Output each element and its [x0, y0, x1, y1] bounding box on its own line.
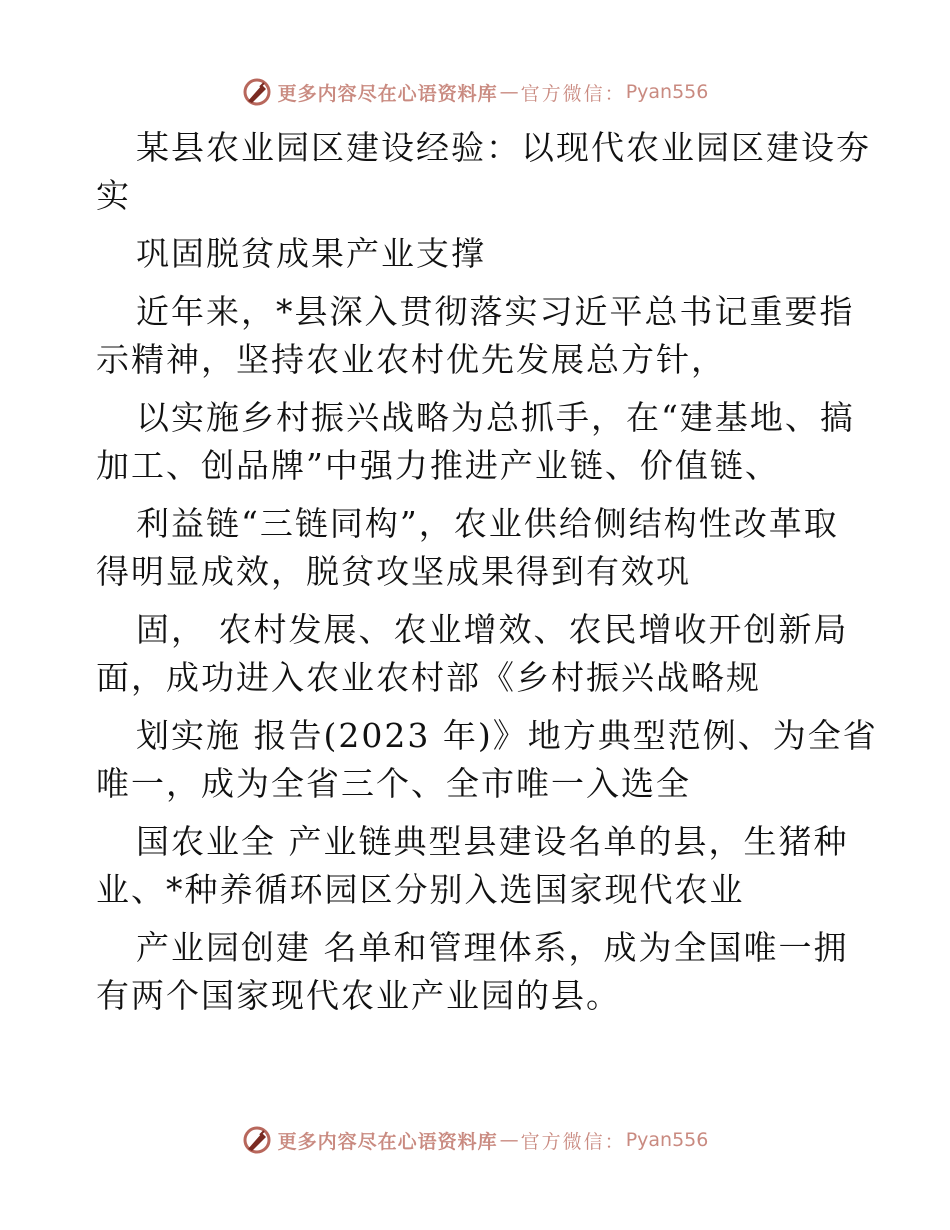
watermark-label: 官方微信： — [520, 82, 626, 105]
watermark-wechat-id: Pyan556 — [625, 81, 709, 103]
paragraph-line: 以实施乡村振兴战略为总抓手，在“建基地、搞 — [136, 398, 855, 437]
paragraph-line: 面，成功进入农业农村部《乡村振兴战略规 — [96, 658, 761, 697]
quill-logo-icon — [242, 1125, 272, 1155]
watermark-main-text: 更多内容尽在心语资料库 — [277, 82, 498, 105]
title-line-2: 实 — [96, 176, 131, 215]
paragraph-line: 利益链“三链同构”，农业供给侧结构性改革取 — [136, 504, 839, 543]
paragraph-line: 划实施 报告(2023 年)》地方典型范例、为全省 — [136, 716, 878, 755]
subtitle-line: 巩固脱贫成果产业支撑 — [136, 234, 486, 273]
paragraph-line: 唯一，成为全省三个、全市唯一入选全 — [96, 764, 691, 803]
paragraph-line: 加工、创品牌”中强力推进产业链、价值链、 — [96, 446, 780, 485]
paragraph-line: 近年来，*县深入贯彻落实习近平总书记重要指 — [136, 292, 855, 331]
watermark-wechat-id: Pyan556 — [625, 1129, 709, 1151]
watermark-header — [0, 72, 950, 112]
document-body — [96, 124, 896, 1020]
paragraph-line: 示精神，坚持农业农村优先发展总方针， — [96, 340, 726, 379]
watermark-main-text: 更多内容尽在心语资料库 — [277, 1130, 498, 1153]
quill-logo-icon — [242, 77, 272, 107]
paragraph-line: 业、*种养循环园区分别入选国家现代农业 — [96, 870, 745, 909]
watermark-footer — [0, 1120, 950, 1160]
watermark-dash: — — [499, 81, 519, 103]
paragraph-line: 固， 农村发展、农业增效、农民增收开创新局 — [136, 610, 849, 649]
title-line-1: 某县农业园区建设经验：以现代农业园区建设夯 — [136, 128, 871, 167]
paragraph-line: 产业园创建 名单和管理体系，成为全国唯一拥 — [136, 928, 849, 967]
paragraph-line: 得明显成效，脱贫攻坚成果得到有效巩 — [96, 552, 691, 591]
paragraph-line: 有两个国家现代农业产业园的县。 — [96, 976, 621, 1015]
paragraph-line: 国农业全 产业链典型县建设名单的县，生猪种 — [136, 822, 849, 861]
watermark-label: 官方微信： — [520, 1130, 626, 1153]
watermark-dash: — — [499, 1129, 519, 1151]
